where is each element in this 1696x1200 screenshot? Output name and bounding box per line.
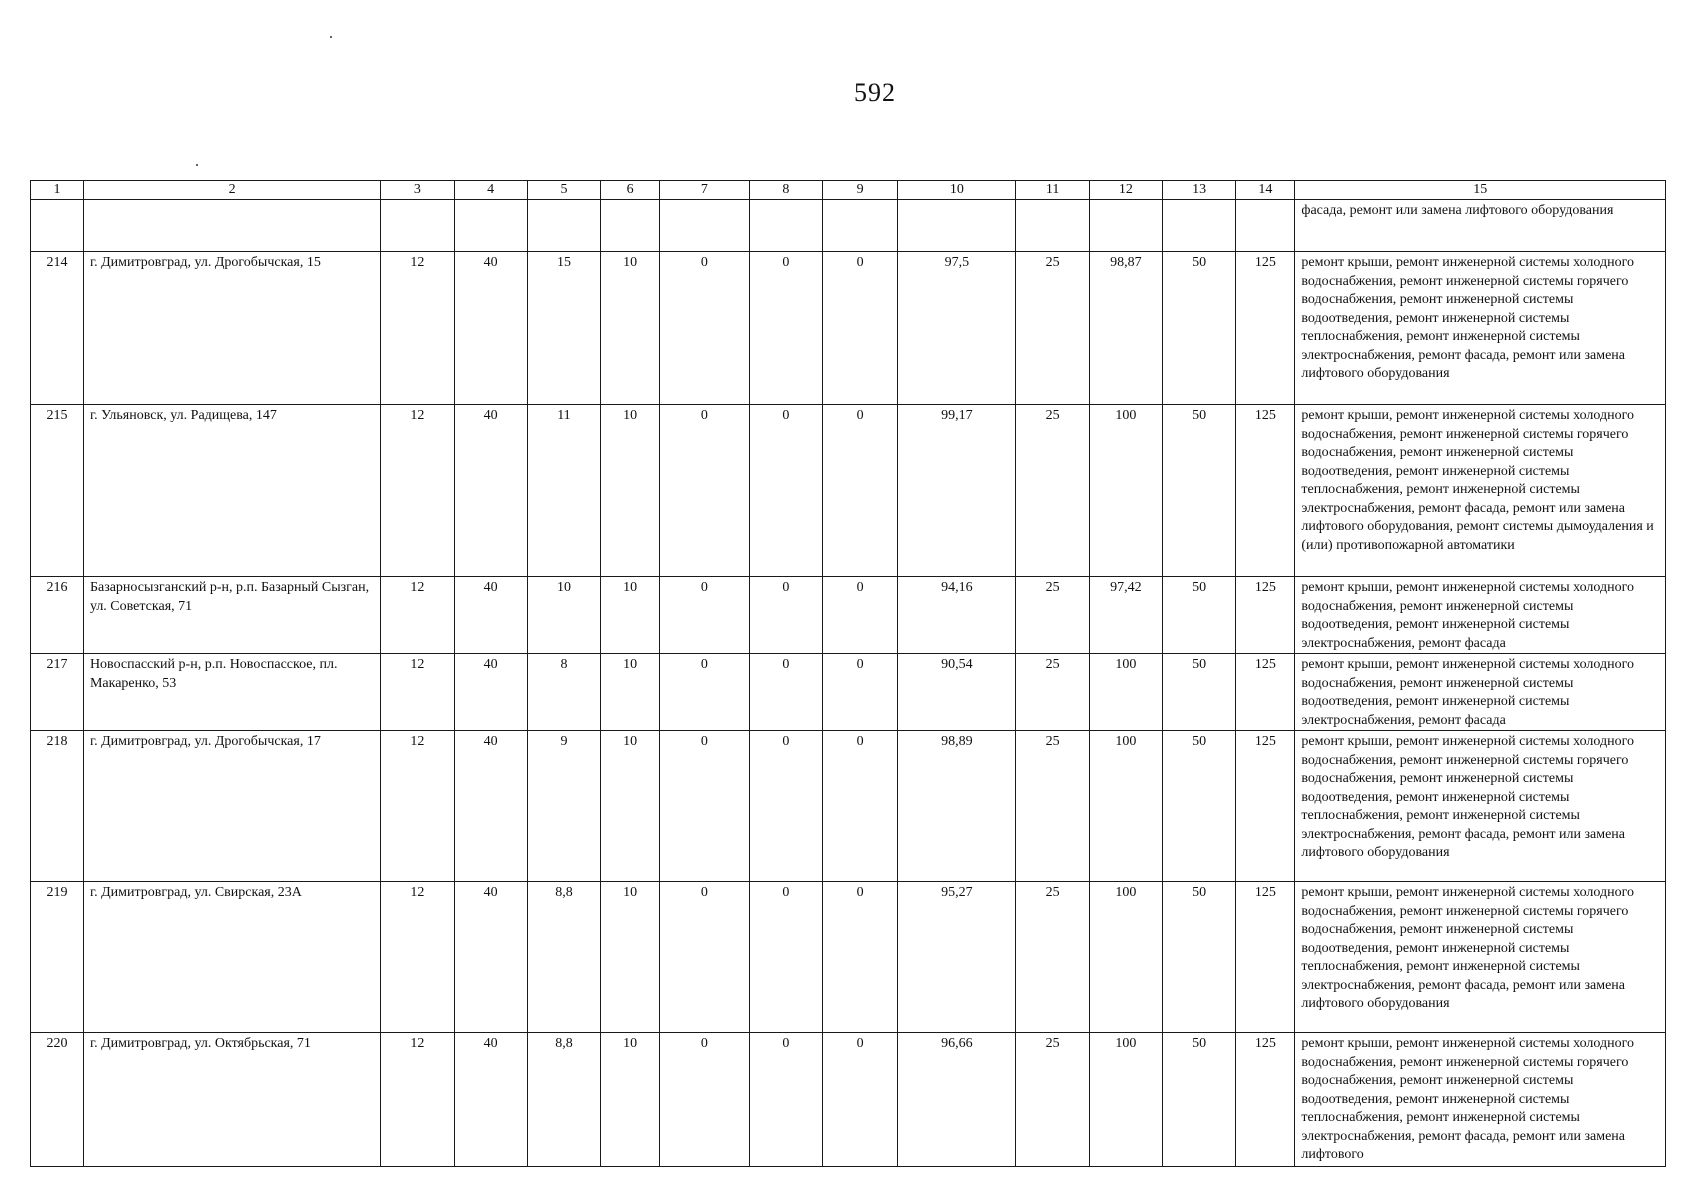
address-cell: г. Ульяновск, ул. Радищева, 147 bbox=[83, 405, 380, 577]
page-number: 592 bbox=[854, 78, 896, 107]
empty-cell bbox=[660, 200, 750, 252]
value-cell: 98,89 bbox=[898, 731, 1016, 882]
table-row bbox=[31, 252, 1666, 405]
address-cell: Новоспасский р-н, р.п. Новоспасское, пл. Макаренко, 53 bbox=[83, 654, 380, 731]
works-cell: ремонт крыши, ремонт инженерной системы холодного водоснабжения, ремонт инженерной системы водоотведения, ремонт инженерной системы электроснабжения, ремонт фасада bbox=[1295, 654, 1666, 731]
row-number: 218 bbox=[31, 731, 84, 882]
value-cell: 0 bbox=[660, 252, 750, 405]
empty-cell bbox=[1163, 200, 1236, 252]
column-header: 6 bbox=[601, 181, 660, 200]
column-header: 11 bbox=[1016, 181, 1089, 200]
works-cell: ремонт крыши, ремонт инженерной системы холодного водоснабжения, ремонт инженерной системы горячего водоснабжения, ремонт инженерной системы водоотведения, ремонт инженерной системы теплоснабжения, ремонт инженерной системы электроснабжения, ремонт фасада, ремонт или замена лифтового оборудования bbox=[1295, 882, 1666, 1033]
value-cell: 40 bbox=[454, 577, 527, 654]
works-cell: ремонт крыши, ремонт инженерной системы холодного водоснабжения, ремонт инженерной системы горячего водоснабжения, ремонт инженерной системы водоотведения, ремонт инженерной системы теплоснабжения, ремонт инженерной системы электроснабжения, ремонт фасада, ремонт или замена лифтового оборудования bbox=[1295, 731, 1666, 882]
empty-cell bbox=[749, 200, 822, 252]
empty-cell bbox=[1016, 200, 1089, 252]
column-header: 14 bbox=[1236, 181, 1295, 200]
row-number: 216 bbox=[31, 577, 84, 654]
value-cell: 8 bbox=[527, 654, 600, 731]
value-cell: 90,54 bbox=[898, 654, 1016, 731]
column-header: 2 bbox=[83, 181, 380, 200]
address-cell: г. Димитровград, ул. Дрогобычская, 17 bbox=[83, 731, 380, 882]
value-cell: 12 bbox=[381, 577, 454, 654]
works-cell: ремонт крыши, ремонт инженерной системы холодного водоснабжения, ремонт инженерной системы водоотведения, ремонт инженерной системы электроснабжения, ремонт фасада bbox=[1295, 577, 1666, 654]
value-cell: 125 bbox=[1236, 654, 1295, 731]
column-header: 8 bbox=[749, 181, 822, 200]
value-cell: 0 bbox=[660, 1033, 750, 1167]
value-cell: 0 bbox=[823, 577, 898, 654]
row-number: 214 bbox=[31, 252, 84, 405]
value-cell: 0 bbox=[823, 731, 898, 882]
value-cell: 15 bbox=[527, 252, 600, 405]
row-number: 215 bbox=[31, 405, 84, 577]
works-cell: ремонт крыши, ремонт инженерной системы холодного водоснабжения, ремонт инженерной системы горячего водоснабжения, ремонт инженерной системы водоотведения, ремонт инженерной системы теплоснабжения, ремонт инженерной системы электроснабжения, ремонт фасада, ремонт или замена лифтового оборудования bbox=[1295, 252, 1666, 405]
value-cell: 12 bbox=[381, 252, 454, 405]
value-cell: 100 bbox=[1089, 654, 1162, 731]
value-cell: 95,27 bbox=[898, 882, 1016, 1033]
value-cell: 0 bbox=[823, 405, 898, 577]
value-cell: 0 bbox=[749, 654, 822, 731]
value-cell: 0 bbox=[749, 731, 822, 882]
value-cell: 94,16 bbox=[898, 577, 1016, 654]
value-cell: 0 bbox=[749, 577, 822, 654]
value-cell: 97,5 bbox=[898, 252, 1016, 405]
address-cell: Базарносызганский р-н, р.п. Базарный Сызган, ул. Советская, 71 bbox=[83, 577, 380, 654]
value-cell: 100 bbox=[1089, 731, 1162, 882]
table-row bbox=[31, 731, 1666, 882]
address-cell: г. Димитровград, ул. Октябрьская, 71 bbox=[83, 1033, 380, 1167]
value-cell: 10 bbox=[601, 252, 660, 405]
value-cell: 40 bbox=[454, 405, 527, 577]
works-cell: ремонт крыши, ремонт инженерной системы холодного водоснабжения, ремонт инженерной системы горячего водоснабжения, ремонт инженерной системы водоотведения, ремонт инженерной системы теплоснабжения, ремонт инженерной системы электроснабжения, ремонт фасада, ремонт или замена лифтового bbox=[1295, 1033, 1666, 1167]
table-row bbox=[31, 882, 1666, 1033]
value-cell: 25 bbox=[1016, 882, 1089, 1033]
column-header: 10 bbox=[898, 181, 1016, 200]
value-cell: 97,42 bbox=[1089, 577, 1162, 654]
row-number: 217 bbox=[31, 654, 84, 731]
value-cell: 0 bbox=[823, 1033, 898, 1167]
value-cell: 40 bbox=[454, 882, 527, 1033]
value-cell: 40 bbox=[454, 731, 527, 882]
value-cell: 40 bbox=[454, 654, 527, 731]
value-cell: 98,87 bbox=[1089, 252, 1162, 405]
column-header: 4 bbox=[454, 181, 527, 200]
value-cell: 0 bbox=[660, 731, 750, 882]
value-cell: 50 bbox=[1163, 1033, 1236, 1167]
value-cell: 100 bbox=[1089, 882, 1162, 1033]
value-cell: 125 bbox=[1236, 577, 1295, 654]
column-header: 15 bbox=[1295, 181, 1666, 200]
value-cell: 0 bbox=[660, 654, 750, 731]
value-cell: 50 bbox=[1163, 577, 1236, 654]
value-cell: 10 bbox=[601, 1033, 660, 1167]
value-cell: 10 bbox=[601, 731, 660, 882]
value-cell: 25 bbox=[1016, 654, 1089, 731]
empty-cell bbox=[601, 200, 660, 252]
value-cell: 50 bbox=[1163, 882, 1236, 1033]
value-cell: 0 bbox=[660, 882, 750, 1033]
value-cell: 10 bbox=[601, 882, 660, 1033]
value-cell: 0 bbox=[749, 405, 822, 577]
column-header: 7 bbox=[660, 181, 750, 200]
value-cell: 25 bbox=[1016, 731, 1089, 882]
value-cell: 9 bbox=[527, 731, 600, 882]
column-header: 13 bbox=[1163, 181, 1236, 200]
empty-cell bbox=[83, 200, 380, 252]
value-cell: 125 bbox=[1236, 252, 1295, 405]
value-cell: 0 bbox=[749, 252, 822, 405]
value-cell: 99,17 bbox=[898, 405, 1016, 577]
value-cell: 125 bbox=[1236, 1033, 1295, 1167]
value-cell: 40 bbox=[454, 1033, 527, 1167]
continuation-row bbox=[31, 200, 1666, 252]
value-cell: 8,8 bbox=[527, 1033, 600, 1167]
empty-cell bbox=[1236, 200, 1295, 252]
address-cell: г. Димитровград, ул. Свирская, 23А bbox=[83, 882, 380, 1033]
value-cell: 96,66 bbox=[898, 1033, 1016, 1167]
value-cell: 8,8 bbox=[527, 882, 600, 1033]
value-cell: 125 bbox=[1236, 731, 1295, 882]
table-row bbox=[31, 577, 1666, 654]
value-cell: 25 bbox=[1016, 252, 1089, 405]
value-cell: 40 bbox=[454, 252, 527, 405]
value-cell: 12 bbox=[381, 654, 454, 731]
value-cell: 10 bbox=[601, 654, 660, 731]
column-number-row bbox=[31, 181, 1666, 200]
value-cell: 12 bbox=[381, 882, 454, 1033]
value-cell: 10 bbox=[601, 405, 660, 577]
table-row bbox=[31, 654, 1666, 731]
empty-cell bbox=[31, 200, 84, 252]
value-cell: 125 bbox=[1236, 405, 1295, 577]
value-cell: 50 bbox=[1163, 405, 1236, 577]
value-cell: 0 bbox=[749, 882, 822, 1033]
value-cell: 0 bbox=[749, 1033, 822, 1167]
empty-cell bbox=[898, 200, 1016, 252]
value-cell: 12 bbox=[381, 405, 454, 577]
value-cell: 12 bbox=[381, 731, 454, 882]
empty-cell bbox=[527, 200, 600, 252]
table-row bbox=[31, 1033, 1666, 1167]
empty-cell bbox=[823, 200, 898, 252]
address-cell: г. Димитровград, ул. Дрогобычская, 15 bbox=[83, 252, 380, 405]
value-cell: 125 bbox=[1236, 882, 1295, 1033]
value-cell: 100 bbox=[1089, 1033, 1162, 1167]
works-cell: ремонт крыши, ремонт инженерной системы холодного водоснабжения, ремонт инженерной системы горячего водоснабжения, ремонт инженерной системы водоотведения, ремонт инженерной системы теплоснабжения, ремонт инженерной системы электроснабжения, ремонт фасада, ремонт или замена лифтового оборудования, ремонт системы дымоудаления и (или) противопожарной автоматики bbox=[1295, 405, 1666, 577]
value-cell: 0 bbox=[823, 252, 898, 405]
repair-schedule-table bbox=[30, 180, 1666, 1167]
value-cell: 0 bbox=[823, 882, 898, 1033]
column-header: 5 bbox=[527, 181, 600, 200]
value-cell: 50 bbox=[1163, 654, 1236, 731]
row-number: 220 bbox=[31, 1033, 84, 1167]
value-cell: 10 bbox=[601, 577, 660, 654]
value-cell: 25 bbox=[1016, 577, 1089, 654]
value-cell: 0 bbox=[660, 577, 750, 654]
row-number: 219 bbox=[31, 882, 84, 1033]
scan-speck bbox=[196, 164, 198, 166]
value-cell: 11 bbox=[527, 405, 600, 577]
value-cell: 12 bbox=[381, 1033, 454, 1167]
scan-speck bbox=[330, 36, 332, 38]
column-header: 9 bbox=[823, 181, 898, 200]
value-cell: 50 bbox=[1163, 252, 1236, 405]
column-header: 12 bbox=[1089, 181, 1162, 200]
column-header: 1 bbox=[31, 181, 84, 200]
works-cell: фасада, ремонт или замена лифтового оборудования bbox=[1295, 200, 1666, 252]
value-cell: 0 bbox=[660, 405, 750, 577]
value-cell: 10 bbox=[527, 577, 600, 654]
value-cell: 100 bbox=[1089, 405, 1162, 577]
value-cell: 50 bbox=[1163, 731, 1236, 882]
value-cell: 0 bbox=[823, 654, 898, 731]
value-cell: 25 bbox=[1016, 405, 1089, 577]
empty-cell bbox=[454, 200, 527, 252]
column-header: 3 bbox=[381, 181, 454, 200]
value-cell: 25 bbox=[1016, 1033, 1089, 1167]
empty-cell bbox=[381, 200, 454, 252]
table-row bbox=[31, 405, 1666, 577]
empty-cell bbox=[1089, 200, 1162, 252]
